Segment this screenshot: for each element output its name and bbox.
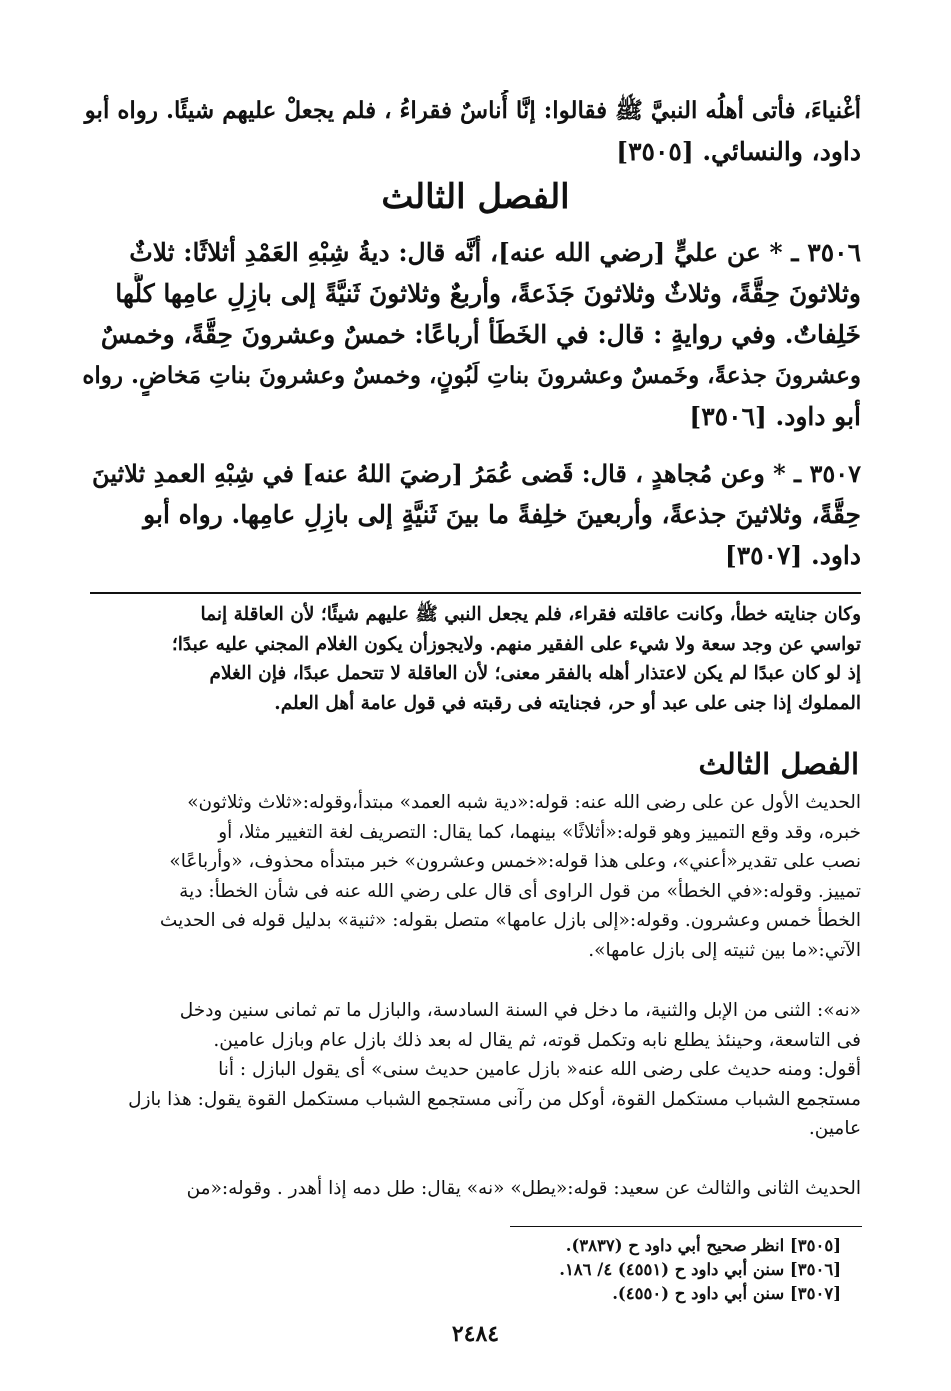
text-line: خَلِفاتٌ. وفي روايةٍ : قال: في الخَطَأ أرباعًا: خمسٌ وعشرونَ حِقَّةً، وخمسٌ <box>100 320 861 349</box>
text-line: عامين. <box>808 1118 861 1139</box>
commentary-heading: الفصل الثالث <box>698 747 859 781</box>
commentary-paragraph <box>81 1174 861 1204</box>
footnote-rule <box>510 1226 862 1227</box>
section-heading: الفصل الثالث <box>381 177 570 217</box>
text-line: وعشرونَ جذعةً، وخَمسٌ وعشرونَ بناتِ لَبُونٍ، وخمسٌ وعشرونَ بناتِ مَخاضٍ. رواه <box>82 362 861 389</box>
hadith-3507 <box>81 453 861 576</box>
footnotes <box>341 1234 841 1306</box>
footnote: [٣٥٠٧] سنن أبي داود ح (٤٥٥٠). <box>612 1284 841 1303</box>
commentary-paragraph <box>81 996 861 1144</box>
text-line: أقول: ومنه حديث على رضى الله عنه« بازل عامين حديث سنى» أى يقول البازل : أنا <box>218 1059 861 1080</box>
text-line: تمييز. وقوله:«في الخطأ» من قول الراوى أى قال على رضي الله عنه فى شأن الخطأ: دية <box>179 880 861 902</box>
text-line: خبره، وقد وقع التمييز وهو قوله:«أثلاثًا» بينهما، كما يقال: التصريف لغة التغيير مثلا، أو <box>218 821 861 843</box>
text-line: فى التاسعة، وحينئذ يطلع نابه وتكمل قوته، ثم يقال له بعد ذلك بازل عام وبازل عامين. <box>213 1029 861 1051</box>
separator-rule <box>90 592 861 594</box>
commentary-paragraph <box>81 788 861 965</box>
text-line: تواسي عن وجد سعة ولا شيء على الفقير منهم. ولايجوزأن يكون الغلام المجني عليه عبدًا؛ <box>171 633 861 655</box>
text-line: ٣٥٠٧ ـ * وعن مُجاهدٍ ، قال: قَضى عُمَرُ [رضيَ اللهُ عنه] في شِبْهِ العمدِ ثلاثينَ <box>92 459 861 488</box>
text-line: المملوك إذا جنى على عبد أو حر، فجنايته فى رقبته في قول عامة أهل العلم. <box>274 692 861 714</box>
text-line: داود. [٣٥٠٧] <box>724 541 861 570</box>
text-line: «نه»: الثنى من الإبل والثنية، ما دخل في السنة السادسة، والبازل ما تم ثمانى سنين ودخل <box>179 1000 861 1021</box>
text-line: أغْنياءَ، فأتى أهلُه النبيَّ ﷺ فقالوا: إنَّا أُناسٌ فقراءُ ، فلم يجعلْ عليهم شيئًا. رواه أبو <box>84 97 861 124</box>
text-line: وثلاثونَ حِقَّةً، وثلاثٌ وثلاثونَ جَذَعةً، وأربعٌ وثلاثونَ ثَنيَّةً إلى بازِلِ عامِها كلُّها <box>115 279 861 308</box>
commentary-intro <box>81 600 861 718</box>
text-line: حِقَّةً، وثلاثينَ جذعةً، وأربعينَ خلِفةً ما بينَ ثَنيَّةٍ إلى بازِلِ عامِها. رواه أبو <box>143 500 861 529</box>
text-line: نصب على تقدير«أعني»، وعلى هذا قوله:«خمس وعشرون» خبر مبتدأه محذوف، «وأرباعًا» <box>169 851 861 872</box>
text-line: إذ لو كان عبدًا لم يكن لاعتذار أهله بالفقر معنى؛ لأن العاقلة لا تتحمل عبدًا، فإن الغلام <box>209 663 861 684</box>
text-line: الخطأ خمس وعشرون. وقوله:«إلى بازل عامها» متصل بقوله: «ثنية» بدليل قوله فى الحديث <box>159 910 861 931</box>
hadith-3506 <box>81 232 861 437</box>
text-line: مستجمع الشباب مستكمل القوة، أوكل من رآنى مستجمع الشباب مستكمل القوة يقول: هذا بازل <box>128 1088 861 1110</box>
text-line: الحديث الأول عن على رضى الله عنه: قوله:«دية شبه العمد» مبتدأ،وقوله:«ثلاث وثلاثون» <box>187 792 861 813</box>
text-line: داود، والنسائي. [٣٥٠٥] <box>616 137 861 166</box>
text-line: الحديث الثانى والثالث عن سعيد: قوله:«يطل» «نه» يقال: طل دمه إذا أهدر . وقوله:«من <box>186 1178 861 1199</box>
main-text-continuation <box>81 90 861 172</box>
page-number: ٢٤٨٤ <box>451 1321 500 1347</box>
text-line: ٣٥٠٦ ـ * عن عليٍّ [رضي الله عنه]، أنَّه قال: ديةُ شِبْهِ العَمْدِ أثلاثًا: ثلاثٌ <box>129 238 861 267</box>
text-line: أبو داود. [٣٥٠٦] <box>689 402 861 431</box>
text-line: الآتي:«ما بين ثنيته إلى بازل عامها». <box>588 939 861 961</box>
footnote: [٣٥٠٦] سنن أبي داود ح (٤٥٥١) ٤/ ١٨٦. <box>559 1260 841 1279</box>
footnote: [٣٥٠٥] انظر صحيح أبي داود ح (٣٨٣٧). <box>565 1236 841 1255</box>
text-line: وكان جنايته خطأ، وكانت عاقلته فقراء، فلم يجعل النبي ﷺ عليهم شيئًا؛ لأن العاقلة إنما <box>200 604 861 625</box>
